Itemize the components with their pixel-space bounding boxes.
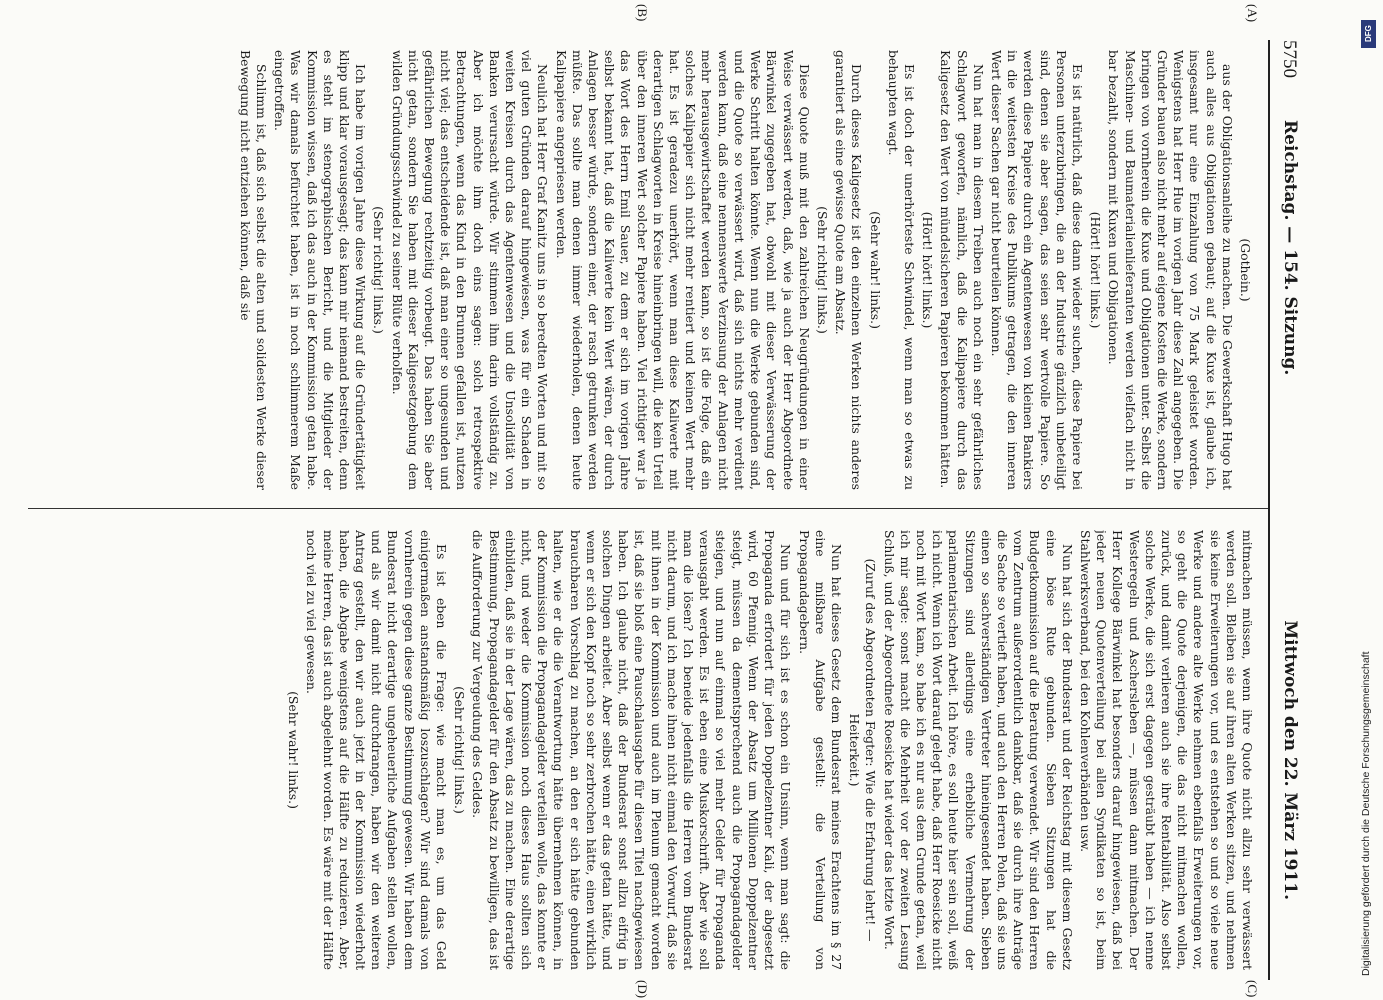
- column-divider: [28, 508, 1268, 509]
- paragraph: Nun hat man in diesem Treiben auch noch ein sehr gefährliches Schlagwort geworfen, nämlich, daß die Kalipapiere durch das Kaligesetz den Wert von mündelsicheren Papieren bekommen hätten.: [938, 50, 986, 490]
- paragraph: Es ist doch der unerhörteste Schwindel, wenn man so etwas zu behaupten wagt.: [885, 50, 917, 490]
- margin-marker-a: (A): [1245, 4, 1260, 23]
- paragraph: Es ist natürlich, daß diese dann wieder suchen, diese Papiere bei Personen unterzubringen, die an der Industrie gänzlich unbeteiligt sind, denen sie aber sagen, das seien sehr wertvolle Papiere. So werden diese Papiere durch ein Agentenwesen von kleinen Bankiers in die weitesten Kreise des Publikums getragen, die den inneren Wert dieser Sachen gar nicht beurteilen können.: [988, 50, 1085, 490]
- right-column: [35, 530, 1255, 970]
- digitization-note-text: Digitalisierung gefördert durch die Deutsche Forschungsgemeinschaft: [1360, 651, 1372, 976]
- reaction: (Sehr wahr! links.): [867, 211, 883, 329]
- paragraph: aus der Obligationsanleihe zu machen. Die Gewerkschaft Hugo hat auch alles aus Obligationen gebaut; auf die Kuxe ist, glaube ich, insgesamt nur eine Einzahlung von 75 Mark geleistet worden. Wenigstens hat Herr Hue im vorigen Jahr diese Zahl angegeben. Die Gründer bauen also nicht mehr auf eigene Kosten die Werke, sondern bringen von vornherein die Kuxe und Obligationen unter. Selbst die Maschinen- und Baumaterialienlieferanten werden vielfach nicht in bar bezahlt, sondern mit Kuxen und Obligationen.: [1106, 50, 1235, 490]
- reaction: (Sehr wahr! links.): [286, 691, 302, 809]
- reaction: (Hört! hört! links.): [1088, 211, 1104, 329]
- dfg-logo: DFG: [1361, 20, 1376, 48]
- page-number: 5750: [1279, 40, 1300, 78]
- digitization-note: [1360, 20, 1378, 980]
- paragraph: Diese Quote muß mit den zahlreichen Neugründungen in einer Weise verwässert werden, daß, wie ja auch der Herr Abgeordnete Bärwinkel zugegeben hat, obwohl mit dieser Verwässerung der Werke Schritt halten könnte. Wenn nun die Werke gebunden sind, und die Quote so verwässert wird, daß sich nichts mehr verdient werden kann, daß eine nennenswerte Verzinsung der Anlagen nicht mehr herausgewirtschaftet werden kann, so ist die Folge, daß ein solches Kalipapier sich nicht mehr rentiert und keinen Wert mehr hat. Es ist geradezu unerhört, wenn man diese Kaliwerte mit derartigen Schlagworten in Kreise hineinbringen will, die kein Urteil über den inneren Wert solcher Papiere haben. Viel richtiger war ja das Wort des Herrn Emil Sauer, zu dem er sich im vorigen Jahre selbst bekannt hat, daß die Kaliwerte kein Wert wären, der durch Anlagen besser würde, sondern einer, der rasch getrunken werden müßte. Das sollte man denen immer wiederholen, denen heute Kalipapiere angepriesen werden.: [553, 50, 812, 490]
- rotated-page-content: [20, 4, 1310, 999]
- header-left-title: Reichstag. — 154. Sitzung.: [1280, 120, 1300, 376]
- left-column: [35, 50, 1255, 490]
- paragraph: Durch dieses Kaligesetz ist den einzelnen Werken nichts anderes garantiert als eine gewisse Quote am Absatz.: [833, 50, 865, 490]
- paragraph: Es ist eben die Frage: wie macht man es, um das Geld einigermaßen anstandsmäßig loszuschlagen? Wir sind damals von vornherein gegen diese ganze Bestimmung gewesen. Wir haben dem Bundesrat nicht derartige ungeheuerliche Aufgaben stellen wollen, und als wir damit nicht durchdrangen, haben wir den weiteren Antrag gestellt, den wir auch jetzt in der Kommission wiederholt haben, die Abgabe wenigstens auf die Hälfte zu reduzieren. Aber, meine Herren, das ist auch abgelehnt worden. Es wäre mit der Hälfte noch viel zu viel gewesen.: [304, 530, 450, 970]
- reaction: (Sehr richtig! links.): [814, 206, 830, 334]
- paragraph: Neulich hat Herr Graf Kanitz uns in so beredten Worten und mit so viel guten Gründen darauf hingewiesen, was für ein Schaden in weiten Kreisen durch das Agentenwesen und die Unsolidität von Banken verursacht würde. Wir stimmen ihm darin vollständig zu. Aber ich möchte ihm doch eins sagen: solch retrospektive Betrachtungen, wenn das Kind in den Brunnen gefallen ist, nutzen nicht viel; das entscheidende ist, daß man einer so ungesunden und gefährlichen Bewegung rechtzeitig vorbeugt. Das haben Sie aber nicht getan, sondern Sie haben mit dieser Kaligesetzgebung dem wilden Gründungsschwindel zu seiner Blüte verholfen.: [389, 50, 551, 490]
- header-right-title: Mittwoch den 22. März 1911.: [1280, 620, 1300, 900]
- paragraph: Ich habe im vorigen Jahre diese Wirkung auf die Gründertätigkeit klipp und klar vorausgesagt; das kann mir niemand bestreiten, denn es steht im stenographischen Bericht, und die Mitglieder der Kommission wissen, daß ich das auch in der Kommission getan habe. Was wir damals befürchtet haben, ist in noch schlimmerem Maße eingetroffen.: [272, 50, 369, 490]
- reaction: (Hört! hört! links.): [920, 211, 936, 329]
- margin-marker-c: (C): [1245, 980, 1260, 998]
- speaker-name: (Gothein.): [1238, 238, 1253, 302]
- page-header: [1268, 40, 1310, 980]
- paragraph: Nun hat sich der Bundesrat und der Reichstag mit diesem Gesetz eine böse Rute gebunden. Sieben Sitzungen hat die Budgetkommission auf die Beratung verwendet. Wir sind den Herren vom Zentrum außerordentlich dankbar, daß sie durch ihre Anträge die Sache so vertieft haben, und auch den Herren Polen, daß sie uns einen so sachverständigen Vertreter hineingesendet haben. Sieben Sitzungen sind allerdings eine erhebliche Vermehrung der parlamentarischen Arbeit. Ich höre, es soll heute hier sein soll, weiß ich nicht. Wenn ich Wort darauf gelegt habe, daß Herr Roesicke nicht noch mit Wort kam, so habe ich es nur aus dem Grunde getan, weil ich mir sagte: sonst macht die Mehrheit vor der zweiten Lesung Schluß, und der Abgeordnete Roesicke hat wieder das letzte Wort.: [881, 530, 1075, 970]
- paragraph: Nun und für sich ist es schon ein Unsinn, wenn man sagt: die Propaganda erfordert für jeden Doppelzentner Kali, der abgesetzt wird, 60 Pfennig. Wenn der Absatz um Millionen Doppelzentner steigt, müssen da dementsprechend auch die Propagandagelder steigen, und nun auf einmal so viel mehr Gelder für Propaganda verausgabt werden. Es ist eben eine Muskorschrift. Aber wie soll man die lösen? Ich beneide jedenfalls die Herren vom Bundesrat nicht darum, und ich mache ihnen nicht einmal den Vorwurf, daß sie mit ihnen in der Kommission und auch im Plenum gemacht worden ist, daß sie bloß eine Pauschalausgabe für diesen Titel nachgewiesen haben. Ich glaube nicht, daß der Bundesrat sonst allzu eifrig in solchen Dingen arbeitet. Aber selbst wenn er das getan hätte, und wenn er sich den Kopf noch so sehr zerbrochen hätte, einen wirklich brauchbaren Vorschlag zu machen, an den er sich hätte gebunden halten, wie er die die Verantwortung hätte übernehmen können, in der Kommission die Propagandagelder verteilen wolle, das konnte er nicht, und weder die Kommission noch dieses Haus sollten sich einbilden, daß sie in der Lage wären, das zu machen. Eine derartige Bestimmung, Propagandagelder für den Absatz zu bewilligen, das ist die Aufforderung zur Vergeudung des Geldes.: [470, 530, 794, 970]
- reaction: (Zuruf des Abgeordneten Fegter: Wie die Erfahrung lehrt! — Heiterkeit.): [847, 558, 879, 942]
- paragraph: Nun hat dieses Gesetz dem Bundesrat meines Erachtens im § 27 eine mißbare Aufgabe gestellt: die Verteilung von Propagandagebern.: [796, 530, 844, 970]
- margin-marker-d: (D): [635, 980, 650, 999]
- margin-marker-b: (B): [635, 4, 650, 22]
- paragraph: mitmachen müssen, wenn ihre Quote nicht allzu sehr verwässert werden soll. Bleiben sie auf ihren alten Werken sitzen, und nehmen sie keine Erweiterungen vor, und es entstehen so und so viele neue Werke und andere alte Werke nehmen ebenfalls Erweiterungen vor, so geht die Quote derjenigen, die das nicht mitmachen wollen, zurück, und damit verlieren auch sie ihre Rentabilität. Also selbst solche Werke, die sich erst dagegen gesträubt haben — ich nenne Westeregeln und Aschersleben —, müssen dann mitmachen. Der Herr Kollege Bärwinkel hat besonders darauf hingewiesen, daß bei jeder neuen Quotenverteilung bei allen Syndikaten so ist, beim Stahlwerksverband, bei den Kohlenverbänden usw.: [1077, 530, 1255, 970]
- paragraph: Schlimm ist, daß sich selbst die alten und solidesten Werke dieser Bewegung nicht entziehen können, daß sie: [237, 50, 270, 490]
- reaction: (Sehr richtig! links.): [371, 206, 387, 334]
- reaction: (Sehr richtig! links.): [452, 686, 468, 814]
